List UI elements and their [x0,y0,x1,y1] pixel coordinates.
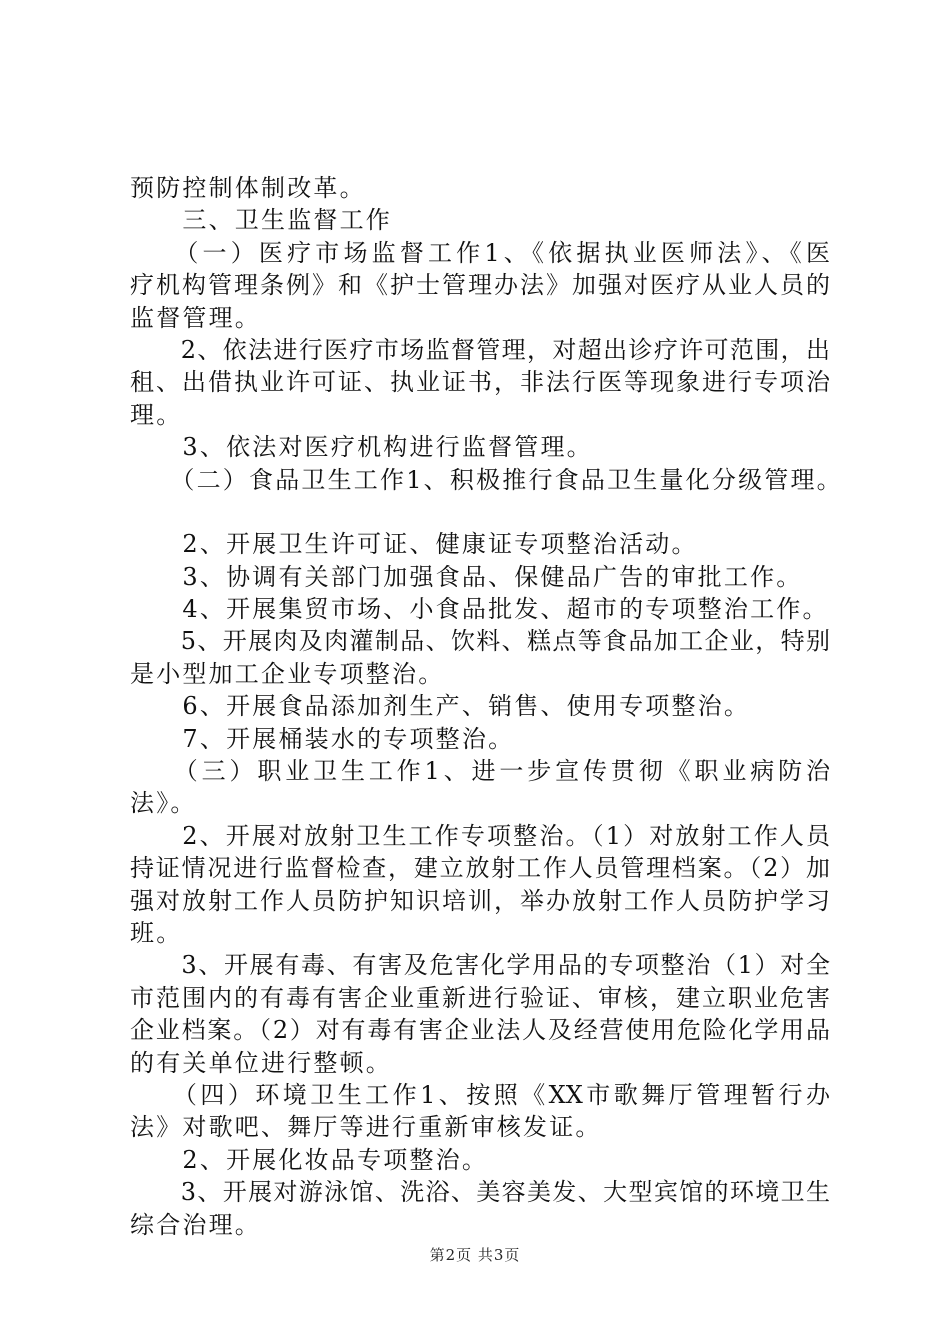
text-line: 3、开展对游泳馆、洗浴、美容美发、大型宾馆的环境卫生 [130,1178,830,1207]
text-line: 3、依法对医疗机构进行监督管理。 [130,433,593,462]
document-body [130,172,843,1241]
text-line: 持证情况进行监督检查，建立放射工作人员管理档案。（2）加 [130,854,830,883]
text-line: 5、开展肉及肉灌制品、饮料、糕点等食品加工企业，特别 [130,627,830,656]
text-line: 法》对歌吧、舞厅等进行重新审核发证。 [130,1113,602,1142]
text-line: 预防控制体制改革。 [130,174,366,202]
text-line: 疗机构管理条例》和《护士管理办法》加强对医疗从业人员的 [130,271,830,300]
text-line: 4、开展集贸市场、小食品批发、超市的专项整治工作。 [130,595,829,624]
text-line: （三）职业卫生工作1、进一步宣传贯彻《职业病防治 [130,757,830,786]
text-line: 3、开展有毒、有害及危害化学用品的专项整治（1）对全 [130,951,830,980]
text-line: 的有关单位进行整顿。 [130,1048,392,1077]
text-line: （二）食品卫生工作1、积极推行食品卫生量化分级管理。 [130,465,843,494]
text-line: 3、协调有关部门加强食品、保健品广告的审批工作。 [130,562,803,591]
page-number: 第2页 共3页 [429,1246,521,1264]
text-line: 2、开展卫生许可证、健康证专项整治活动。 [130,530,698,559]
text-line: （一）医疗市场监督工作1、《依据执业医师法》、《医 [130,238,830,267]
text-line: 2、开展化妆品专项整治。 [130,1145,489,1174]
text-line: 综合治理。 [130,1210,261,1239]
section-heading: 三、卫生监督工作 [130,206,392,235]
text-line: 企业档案。（2）对有毒有害企业法人及经营使用危险化学用品 [130,1016,830,1045]
text-line: 班。 [130,918,183,947]
text-line: 理。 [130,400,183,429]
blank-line [130,496,830,528]
text-line: 租、出借执业许可证、执业证书，非法行医等现象进行专项治 [130,368,830,397]
text-line: 6、开展食品添加剂生产、销售、使用专项整治。 [130,692,751,721]
text-line: （四）环境卫生工作1、按照《XX市歌舞厅管理暂行办 [130,1080,830,1109]
text-line: 7、开展桶装水的专项整治。 [130,724,515,753]
text-line: 监督管理。 [130,303,261,332]
text-line: 2、依法进行医疗市场监督管理，对超出诊疗许可范围，出 [130,335,830,364]
text-line: 市范围内的有毒有害企业重新进行验证、审核，建立职业危害 [130,983,830,1012]
text-line: 是小型加工企业专项整治。 [130,659,445,688]
text-line: 法》。 [130,789,197,818]
text-line: 强对放射工作人员防护知识培训，举办放射工作人员防护学习 [130,886,830,915]
text-line: 2、开展对放射卫生工作专项整治。（1）对放射工作人员 [130,821,830,850]
